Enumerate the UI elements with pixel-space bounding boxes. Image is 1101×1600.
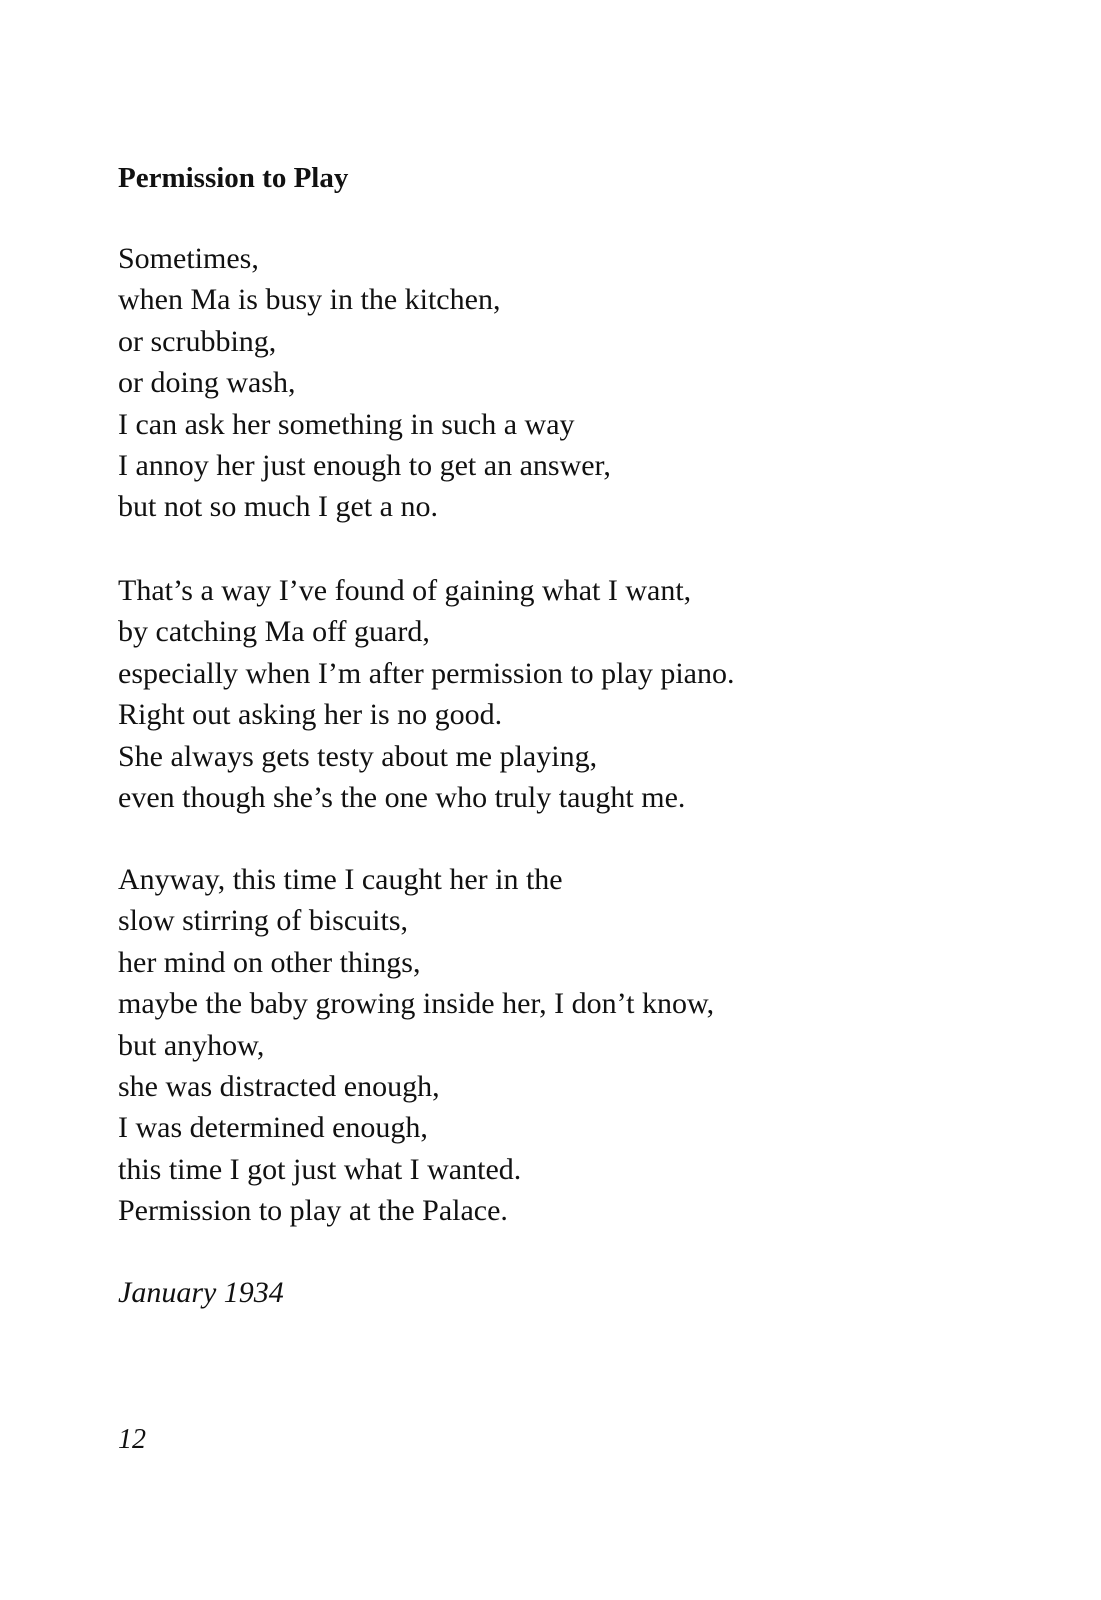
poem-line: Anyway, this time I caught her in the <box>118 863 563 896</box>
poem-line: Permission to play at the Palace. <box>118 1194 508 1228</box>
poem-line: slow stirring of biscuits, <box>118 904 408 938</box>
poem-line: Right out asking her is no good. <box>118 698 503 732</box>
poem-line: even though she’s the one who truly taught me. <box>118 780 686 814</box>
poem-line: or scrubbing, <box>118 324 277 358</box>
poem-line: I annoy her just enough to get an answer, <box>118 448 611 482</box>
poem-title: Permission to Play <box>118 162 349 194</box>
page-number: 12 <box>118 1424 146 1455</box>
poem-date: January 1934 <box>118 1276 284 1309</box>
poem-line: I was determined enough, <box>118 1111 428 1145</box>
poem-line: Sometimes, <box>118 242 259 275</box>
stanza-3 <box>118 859 714 1232</box>
stanza-1 <box>118 238 611 528</box>
poem-line: she was distracted enough, <box>118 1069 440 1103</box>
poem-line: That’s a way I’ve found of gaining what I want, <box>118 574 692 607</box>
poem-line: by catching Ma off guard, <box>118 615 430 649</box>
stanza-2 <box>118 570 734 818</box>
poem-line: but anyhow, <box>118 1028 265 1062</box>
poem-line: this time I got just what I wanted. <box>118 1152 522 1186</box>
poem-line: She always gets testy about me playing, <box>118 739 598 773</box>
poem-line: I can ask her something in such a way <box>118 407 575 441</box>
poem-line: but not so much I get a no. <box>118 490 438 524</box>
poem-line: especially when I’m after permission to play piano. <box>118 656 735 690</box>
poem-line: when Ma is busy in the kitchen, <box>118 283 501 317</box>
poem-line: maybe the baby growing inside her, I don’t know, <box>118 987 715 1021</box>
poem-line: or doing wash, <box>118 366 296 400</box>
poem-line: her mind on other things, <box>118 945 421 979</box>
